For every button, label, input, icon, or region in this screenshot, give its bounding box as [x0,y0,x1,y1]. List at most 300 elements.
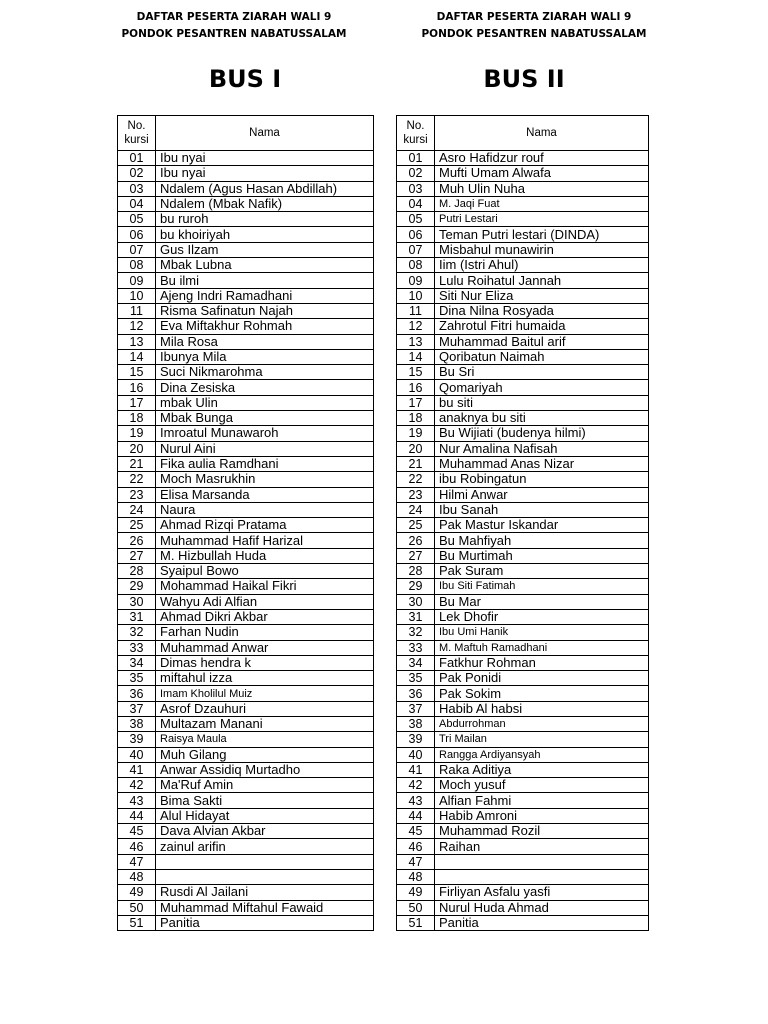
participant-name: Hilmi Anwar [435,487,649,502]
seat-number: 08 [397,258,435,273]
participant-table [117,115,374,931]
seat-number: 29 [118,579,156,594]
seat-number: 44 [397,808,435,823]
participant-name: Muhammad Miftahul Fawaid [156,900,374,915]
participant-name: Pak Sokim [435,686,649,701]
participant-name: Asro Hafidzur rouf [435,151,649,166]
participant-name: Habib Amroni [435,808,649,823]
table-row [118,151,374,166]
seat-number: 07 [118,242,156,257]
table-row [397,258,649,273]
participant-name: Ibu Sanah [435,502,649,517]
table-row [118,747,374,762]
participant-name: Mohammad Haikal Fikri [156,579,374,594]
participant-name: ibu Robingatun [435,472,649,487]
participant-name: Risma Safinatun Najah [156,303,374,318]
participant-name: Anwar Assidiq Murtadho [156,762,374,777]
participant-name: Fika aulia Ramdhani [156,456,374,471]
table-row [397,655,649,670]
table-row [118,793,374,808]
seat-number: 32 [397,625,435,640]
table-row [397,456,649,471]
seat-number: 15 [397,365,435,380]
participant-name: Teman Putri lestari (DINDA) [435,227,649,242]
seat-number: 42 [397,778,435,793]
table-row [397,472,649,487]
table-row [397,411,649,426]
table-row [118,839,374,854]
participant-name: Suci Nikmarohma [156,365,374,380]
table-row [397,349,649,364]
table-row [118,778,374,793]
participant-name: Raisya Maula [156,732,374,747]
seat-number: 35 [118,671,156,686]
participant-name: Imroatul Munawaroh [156,426,374,441]
seat-number: 49 [397,885,435,900]
table-row [118,349,374,364]
seat-number: 21 [118,456,156,471]
table-row [118,885,374,900]
seat-number: 03 [397,181,435,196]
table-header-row [118,116,374,151]
participant-name: Fatkhur Rohman [435,655,649,670]
participant-name [435,869,649,884]
seat-number: 44 [118,808,156,823]
bus-title: BUS I [208,65,282,93]
participant-name: miftahul izza [156,671,374,686]
table-row [397,441,649,456]
seat-number: 28 [118,564,156,579]
table-row [397,625,649,640]
seat-number: 39 [118,732,156,747]
header-title: DAFTAR PESERTA ZIARAH WALI 9 [436,11,632,23]
seat-number: 33 [118,640,156,655]
table-row [118,303,374,318]
participant-name: Nurul Aini [156,441,374,456]
column-header-nama: Nama [435,116,649,151]
table-row [118,655,374,670]
participant-name: Alfian Fahmi [435,793,649,808]
participant-name: mbak Ulin [156,395,374,410]
participant-name: Dimas hendra k [156,655,374,670]
table-row [118,258,374,273]
participant-name: Bu Mahfiyah [435,533,649,548]
participant-name: Bu ilmi [156,273,374,288]
participant-name: Bu Sri [435,365,649,380]
seat-number: 19 [118,426,156,441]
seat-number: 50 [118,900,156,915]
seat-number: 42 [118,778,156,793]
participant-name: Alul Hidayat [156,808,374,823]
seat-number: 10 [397,288,435,303]
table-row [118,564,374,579]
table-row [118,227,374,242]
table-row [118,762,374,777]
participant-name: Ibu Umi Hanik [435,625,649,640]
participant-name: Bu Wijiati (budenya hilmi) [435,426,649,441]
participant-name: Mbak Bunga [156,411,374,426]
seat-number: 38 [397,716,435,731]
participant-name: Asrof Dzauhuri [156,701,374,716]
participant-name: anaknya bu siti [435,411,649,426]
seat-number: 21 [397,456,435,471]
table-row [118,487,374,502]
seat-number: 37 [397,701,435,716]
seat-number: 46 [118,839,156,854]
participant-name: M. Jaqi Fuat [435,196,649,211]
seat-number: 26 [397,533,435,548]
seat-number: 28 [397,564,435,579]
participant-name: Habib Al habsi [435,701,649,716]
table-row [397,273,649,288]
participant-name: Ahmad Rizqi Pratama [156,518,374,533]
table-row [397,609,649,624]
participant-name: Moch Masrukhin [156,472,374,487]
table-row [118,824,374,839]
participant-name: Muhammad Baitul arif [435,334,649,349]
seat-number: 47 [118,854,156,869]
seat-number: 18 [118,411,156,426]
table-row [397,778,649,793]
participant-name: Elisa Marsanda [156,487,374,502]
table-row [397,319,649,334]
participant-name: Wahyu Adi Alfian [156,594,374,609]
table-row [118,854,374,869]
table-row [397,151,649,166]
seat-number: 41 [397,762,435,777]
seat-number: 51 [118,915,156,930]
table-row [397,793,649,808]
table-row [118,365,374,380]
seat-number: 04 [118,196,156,211]
participant-name: Nur Amalina Nafisah [435,441,649,456]
table-row [118,456,374,471]
participant-name: Tri Mailan [435,732,649,747]
table-row [118,441,374,456]
participant-name: Ndalem (Agus Hasan Abdillah) [156,181,374,196]
participant-name: Raka Aditiya [435,762,649,777]
participant-name: bu ruroh [156,212,374,227]
participant-name: Rangga Ardiyansyah [435,747,649,762]
seat-number: 23 [397,487,435,502]
seat-number: 31 [118,609,156,624]
participant-name: M. Maftuh Ramadhani [435,640,649,655]
table-row [118,686,374,701]
table-row [118,701,374,716]
participant-name: Dava Alvian Akbar [156,824,374,839]
participant-name: Ndalem (Mbak Nafik) [156,196,374,211]
participant-name: Qoribatun Naimah [435,349,649,364]
seat-number: 30 [397,594,435,609]
seat-number: 17 [397,395,435,410]
seat-number: 08 [118,258,156,273]
seat-number: 49 [118,885,156,900]
participant-name: Rusdi Al Jailani [156,885,374,900]
seat-number: 50 [397,900,435,915]
seat-number: 41 [118,762,156,777]
seat-number: 16 [397,380,435,395]
table-row [118,900,374,915]
table-row [118,869,374,884]
table-row [118,273,374,288]
participant-name: bu khoiriyah [156,227,374,242]
table-row [397,533,649,548]
seat-number: 07 [397,242,435,257]
table-row [397,365,649,380]
table-row [118,594,374,609]
participant-name: Naura [156,502,374,517]
table-row [397,732,649,747]
seat-number: 11 [397,303,435,318]
table-row [397,166,649,181]
table-row [397,564,649,579]
table-row [118,196,374,211]
table-row [118,334,374,349]
table-row [397,716,649,731]
seat-number: 10 [118,288,156,303]
table-row [397,487,649,502]
table-row [118,609,374,624]
table-row [118,288,374,303]
table-row [397,227,649,242]
table-row [118,426,374,441]
seat-number: 31 [397,609,435,624]
table-row [397,869,649,884]
header-subtitle: PONDOK PESANTREN NABATUSSALAM [421,28,647,40]
seat-number: 36 [397,686,435,701]
participant-name: Moch yusuf [435,778,649,793]
participant-name: Ahmad Dikri Akbar [156,609,374,624]
seat-number: 40 [397,747,435,762]
table-row [397,212,649,227]
participant-name: Abdurrohman [435,716,649,731]
participant-name: Muhammad Hafif Harizal [156,533,374,548]
column-header-nama: Nama [156,116,374,151]
bus-title: BUS II [483,65,565,93]
participant-name: M. Hizbullah Huda [156,548,374,563]
seat-number: 30 [118,594,156,609]
seat-number: 38 [118,716,156,731]
table-row [397,686,649,701]
table-row [397,747,649,762]
seat-number: 45 [397,824,435,839]
seat-number: 12 [397,319,435,334]
table-row [397,839,649,854]
seat-number: 43 [118,793,156,808]
participant-name: Muh Gilang [156,747,374,762]
participant-name: Bima Sakti [156,793,374,808]
seat-number: 18 [397,411,435,426]
table-row [118,533,374,548]
table-row [397,303,649,318]
table-row [118,411,374,426]
participant-name: Panitia [435,915,649,930]
table-row [397,824,649,839]
seat-number: 27 [397,548,435,563]
table-row [118,242,374,257]
table-row [397,854,649,869]
seat-number: 06 [397,227,435,242]
table-row [118,915,374,930]
participant-name: Pak Ponidi [435,671,649,686]
seat-number: 14 [118,349,156,364]
table-row [118,181,374,196]
seat-number: 29 [397,579,435,594]
seat-number: 23 [118,487,156,502]
participant-name: Eva Miftakhur Rohmah [156,319,374,334]
seat-number: 06 [118,227,156,242]
participant-name: Firliyan Asfalu yasfi [435,885,649,900]
table-row [397,640,649,655]
participant-name: Imam Kholilul Muiz [156,686,374,701]
table-row [397,579,649,594]
participant-name [156,869,374,884]
participant-name: Misbahul munawirin [435,242,649,257]
seat-number: 03 [118,181,156,196]
participant-name: Ajeng Indri Ramadhani [156,288,374,303]
table-row [397,762,649,777]
table-row [397,395,649,410]
seat-number: 17 [118,395,156,410]
seat-number: 09 [118,273,156,288]
participant-name: Gus Ilzam [156,242,374,257]
seat-number: 20 [397,441,435,456]
seat-number: 33 [397,640,435,655]
participant-name: Muhammad Rozil [435,824,649,839]
participant-name: Dina Zesiska [156,380,374,395]
participant-name: zainul arifin [156,839,374,854]
participant-name: Nurul Huda Ahmad [435,900,649,915]
participant-name: Qomariyah [435,380,649,395]
seat-number: 40 [118,747,156,762]
participant-name: Bu Mar [435,594,649,609]
seat-number: 48 [118,869,156,884]
table-row [118,472,374,487]
seat-number: 14 [397,349,435,364]
seat-number: 19 [397,426,435,441]
column-header-no: No. kursi [118,116,156,151]
seat-number: 22 [118,472,156,487]
seat-number: 39 [397,732,435,747]
seat-number: 34 [397,655,435,670]
table-row [397,548,649,563]
seat-number: 13 [397,334,435,349]
table-row [118,640,374,655]
table-row [118,671,374,686]
seat-number: 32 [118,625,156,640]
participant-name: Pak Suram [435,564,649,579]
table-row [397,518,649,533]
participant-name: Multazam Manani [156,716,374,731]
seat-number: 04 [397,196,435,211]
participant-name: Muhammad Anas Nizar [435,456,649,471]
seat-number: 25 [397,518,435,533]
seat-number: 24 [397,502,435,517]
table-row [397,594,649,609]
participant-name: Iim (Istri Ahul) [435,258,649,273]
table-row [397,701,649,716]
participant-name: Lek Dhofir [435,609,649,624]
seat-number: 36 [118,686,156,701]
table-row [118,732,374,747]
header-subtitle: PONDOK PESANTREN NABATUSSALAM [121,28,347,40]
table-row [397,671,649,686]
participant-name [435,854,649,869]
column-header-no: No. kursi [397,116,435,151]
table-row [397,426,649,441]
seat-number: 09 [397,273,435,288]
participant-name: Raihan [435,839,649,854]
seat-number: 05 [118,212,156,227]
participant-name: Bu Murtimah [435,548,649,563]
table-row [118,625,374,640]
participant-name: Farhan Nudin [156,625,374,640]
seat-number: 35 [397,671,435,686]
table-row [397,181,649,196]
table-row [397,334,649,349]
participant-name: Ma'Ruf Amin [156,778,374,793]
seat-number: 02 [118,166,156,181]
participant-name: Ibu Siti Fatimah [435,579,649,594]
seat-number: 05 [397,212,435,227]
table-row [397,885,649,900]
table-row [397,380,649,395]
table-row [118,319,374,334]
table-row [397,915,649,930]
participant-name: Lulu Roihatul Jannah [435,273,649,288]
seat-number: 27 [118,548,156,563]
participant-name: Pak Mastur Iskandar [435,518,649,533]
seat-number: 46 [397,839,435,854]
document-header [364,9,704,43]
table-row [118,502,374,517]
seat-number: 13 [118,334,156,349]
participant-name: Muh Ulin Nuha [435,181,649,196]
seat-number: 12 [118,319,156,334]
table-row [397,502,649,517]
seat-number: 26 [118,533,156,548]
seat-number: 15 [118,365,156,380]
participant-name: Mbak Lubna [156,258,374,273]
table-row [118,716,374,731]
participant-name: bu siti [435,395,649,410]
seat-number: 01 [397,151,435,166]
table-row [118,395,374,410]
seat-number: 25 [118,518,156,533]
seat-number: 51 [397,915,435,930]
table-header-row [397,116,649,151]
table-row [397,288,649,303]
table-row [118,548,374,563]
seat-number: 47 [397,854,435,869]
seat-number: 02 [397,166,435,181]
participant-name: Panitia [156,915,374,930]
participant-name: Siti Nur Eliza [435,288,649,303]
participant-name: Muhammad Anwar [156,640,374,655]
seat-number: 11 [118,303,156,318]
table-row [118,808,374,823]
seat-number: 20 [118,441,156,456]
participant-name: Mila Rosa [156,334,374,349]
table-row [118,212,374,227]
participant-name: Putri Lestari [435,212,649,227]
seat-number: 01 [118,151,156,166]
participant-name: Syaipul Bowo [156,564,374,579]
seat-number: 37 [118,701,156,716]
header-title: DAFTAR PESERTA ZIARAH WALI 9 [136,11,332,23]
table-row [397,808,649,823]
participant-name: Zahrotul Fitri humaida [435,319,649,334]
